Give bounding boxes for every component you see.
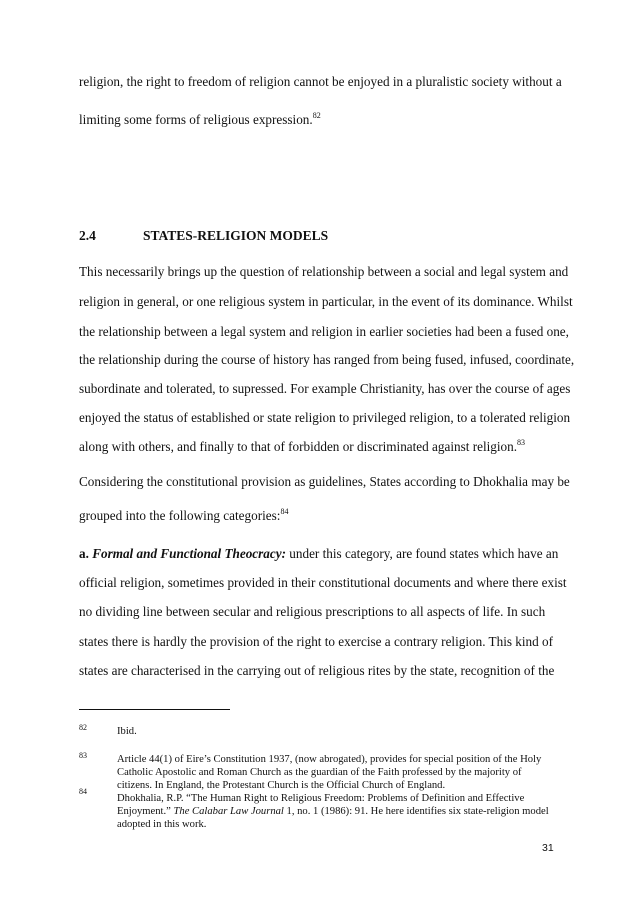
footnote-84-article: Enjoyment.”: [117, 806, 171, 817]
paragraph-1-last-text: along with others, and finally to that of forbidden or discriminated against religion.: [79, 439, 518, 454]
paragraph-2-line: [79, 508, 288, 524]
paragraph-3-line-1-rest: under this category, are found states which have an: [285, 546, 559, 561]
footnote-84-journal: The Calabar Law Journal: [173, 806, 284, 817]
paragraph-1-line: enjoyed the status of established or state religion to privileged religion, to a tolerated religion: [79, 410, 571, 425]
paragraph-1-line: the relationship between a legal system and religion in earlier societies had been a fused one,: [79, 324, 569, 339]
paragraph-1-line: This necessarily brings up the question of relationship between a social and legal system and: [79, 264, 569, 279]
paragraph-2-line: Considering the constitutional provision as guidelines, States according to Dhokhalia may be: [79, 474, 570, 489]
footnote-ref-84: 84: [280, 507, 289, 516]
footnote-text-82: Ibid.: [117, 726, 137, 737]
footnote-text-83-line: Article 44(1) of Eire’s Constitution 1937, (now abrogated), provides for special position of the Holy: [117, 754, 542, 765]
footnote-text-84-line: Dhokhalia, R.P. “The Human Right to Religious Freedom: Problems of Definition and Effective: [117, 793, 525, 804]
page-number: 31: [542, 842, 554, 854]
paragraph-1-line: subordinate and tolerated, to supressed. For example Christianity, has over the course of ages: [79, 381, 571, 396]
intro-line-2-text: limiting some forms of religious expression.: [79, 112, 313, 127]
paragraph-1-line: [79, 439, 525, 455]
footnote-text-84-line: adopted in this work.: [117, 819, 207, 830]
section-title: STATES-RELIGION MODELS: [143, 228, 329, 243]
footnote-number-82: 82: [79, 723, 87, 732]
footnote-ref-82: 82: [312, 111, 321, 120]
category-term: Formal and Functional Theocracy:: [92, 546, 286, 561]
footnote-ref-83: 83: [517, 438, 526, 447]
footnote-84-citation: 1, no. 1 (1986): 91. He here identifies six state-religion model: [283, 806, 549, 817]
intro-line-1: religion, the right to freedom of religion cannot be enjoyed in a pluralistic society without a: [79, 74, 562, 89]
section-number: 2.4: [79, 228, 96, 243]
footnote-text-84-line: [117, 805, 549, 818]
paragraph-3-line: states are characterised in the carrying out of religious rites by the state, recognition of the: [79, 663, 555, 678]
paragraph-3-line: no dividing line between secular and religious prescriptions to all aspects of life. In such: [79, 604, 546, 619]
footnote-text-83-line: citizens. In England, the Protestant Church is the Official Church of England.: [117, 780, 446, 791]
paragraph-1-line: the relationship during the course of history has ranged from being fused, infused, coordinate,: [79, 352, 575, 367]
paragraph-3-line: states there is hardly the provision of the right to exercise a contrary religion. This kind of: [79, 634, 554, 649]
intro-line-2: [79, 112, 565, 128]
footnote-number-84: 84: [79, 787, 87, 796]
footnote-number-83: 83: [79, 751, 87, 760]
paragraph-1-line: religion in general, or one religious system in particular, in the event of its dominance. Whilst: [79, 294, 573, 309]
paragraph-3-line: official religion, sometimes provided in their constitutional documents and where there exist: [79, 575, 567, 590]
paragraph-2-last-text: grouped into the following categories:: [79, 508, 281, 523]
paragraph-3-line: [79, 546, 558, 562]
footnote-text-83-line: Catholic Apostolic and Roman Church as the guardian of the Faith professed by the majority of: [117, 767, 522, 778]
category-letter: a.: [79, 546, 89, 561]
footnote-separator: [79, 709, 230, 710]
